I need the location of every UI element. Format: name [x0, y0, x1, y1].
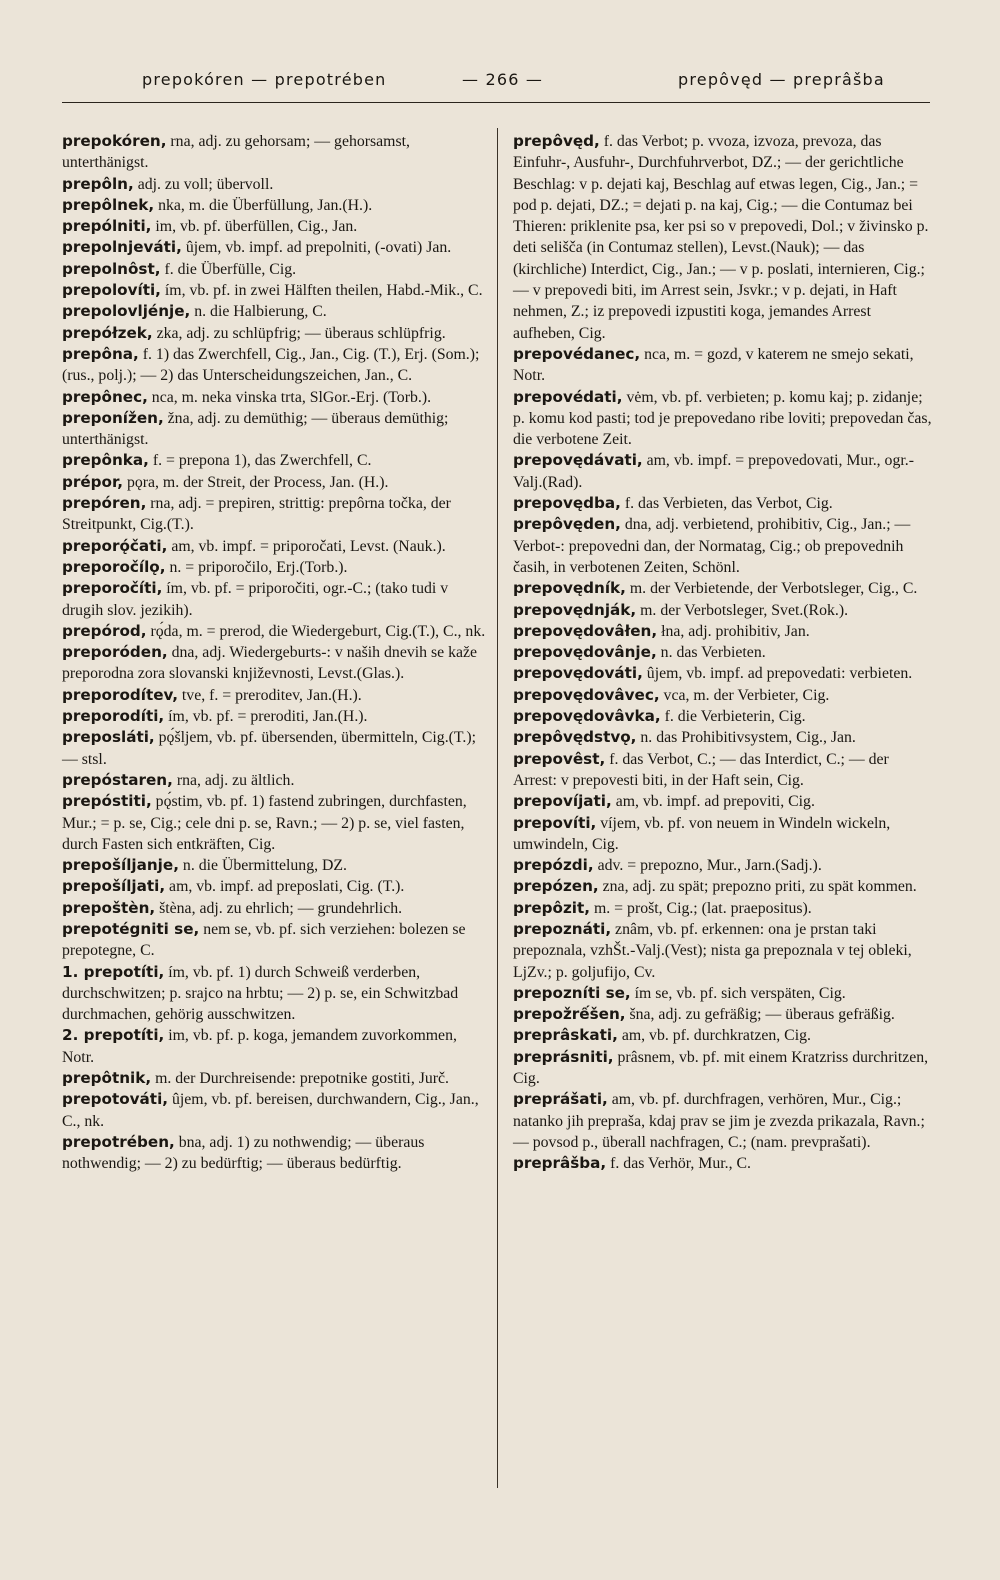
dictionary-entry: [62, 174, 486, 195]
entry-definition: ûjem, vb. impf. ad prepovedati: verbieten.: [642, 665, 913, 683]
entry-definition: f. das Verbieten, das Verbot, Cig.: [620, 495, 833, 513]
entry-definition: ím, vb. pf. = preroditi, Jan.(H.).: [164, 708, 368, 726]
entry-headword: prepoštèn,: [62, 898, 156, 917]
entry-definition: ím se, vb. pf. sich verspäten, Cig.: [630, 984, 846, 1002]
entry-headword: prepôvędstvǫ,: [513, 728, 637, 747]
dictionary-entry: [62, 621, 486, 642]
entry-definition: f. = prepona 1), das Zwerchfell, C.: [148, 452, 372, 470]
dictionary-entry: [513, 898, 933, 919]
entry-headword: prepóstaren,: [62, 770, 173, 789]
entry-definition: n. die Übermittelung, DZ.: [178, 857, 347, 875]
dictionary-entry: [513, 1025, 933, 1046]
entry-headword: prepolovíti,: [62, 281, 161, 300]
dictionary-entry: [62, 408, 486, 451]
entry-definition: am, vb. impf. = prepovedovati, Mur., ogr.-Valj.(Rad).: [513, 452, 914, 491]
entry-headword: prepôlnek,: [62, 195, 155, 214]
entry-headword: prepovędováti,: [513, 664, 643, 683]
entry-headword: prepôna,: [62, 344, 139, 363]
dictionary-entry: [513, 749, 933, 792]
header-rule: [62, 102, 930, 103]
dictionary-entry: [513, 578, 933, 599]
dictionary-entry: [62, 450, 486, 471]
entry-headword: prepózdi,: [513, 856, 594, 875]
entry-headword: prepovędnják,: [513, 600, 637, 619]
dictionary-entry: [62, 727, 486, 770]
entry-definition: zka, adj. zu schlüpfrig; — überaus schlüpfrig.: [152, 324, 446, 342]
entry-headword: 1. prepotíti,: [62, 962, 165, 981]
dictionary-entry: [513, 663, 933, 684]
entry-definition: am, vb. pf. durchkratzen, Cig.: [617, 1027, 811, 1045]
dictionary-entry: [62, 301, 486, 322]
column-divider: [497, 128, 498, 1488]
entry-headword: prepôvęden,: [513, 515, 621, 534]
entry-definition: adj. zu voll; übervoll.: [133, 175, 274, 193]
entry-definition: adv. = prepozno, Mur., Jarn.(Sadj.).: [593, 857, 822, 875]
dictionary-entry: [62, 237, 486, 258]
entry-headword: prepônka,: [62, 451, 149, 470]
dictionary-entry: [62, 876, 486, 897]
entry-headword: preporočíti,: [62, 579, 163, 598]
entry-headword: prepovędovânje,: [513, 643, 657, 662]
entry-headword: prepôtnik,: [62, 1069, 152, 1088]
dictionary-entry: [513, 791, 933, 812]
entry-definition: m. der Durchreisende: prepotnike gostiti, Jurč.: [151, 1070, 449, 1088]
entry-definition: pǫ́šljem, vb. pf. übersenden, übermitteln, Cig.(T.); — stsl.: [62, 729, 476, 768]
entry-definition: pǫ́stim, vb. pf. 1) fastend zubringen, durchfasten, Mur.; = p. se, Cig.; cele dni p. se, Ravn.; — 2) p. se, viel fasten, durch Fasten sich entkräften, Cig.: [62, 793, 467, 853]
entry-definition: m. der Verbotsleger, Svet.(Rok.).: [636, 601, 849, 619]
entry-definition: bna, adj. 1) zu nothwendig; — überaus nothwendig; — 2) zu bedürftig; — überaus bedürftig.: [62, 1133, 425, 1173]
entry-headword: prepôln,: [62, 174, 134, 193]
dictionary-entry: [513, 514, 933, 578]
entry-definition: víjem, vb. pf. von neuem in Windeln wickeln, umwindeln, Cig.: [513, 814, 891, 853]
entry-definition: ím, vb. pf. in zwei Hälften theilen, Habd.-Mik., C.: [160, 282, 483, 300]
entry-definition: m. der Verbietende, der Verbotsleger, Cig., C.: [625, 580, 918, 598]
entry-definition: pǫra, m. der Streit, der Process, Jan. (H.).: [123, 473, 389, 491]
entry-headword: preponížen,: [62, 408, 164, 427]
entry-headword: preposláti,: [62, 728, 155, 747]
dictionary-entry: [62, 685, 486, 706]
entry-headword: prepôvęd,: [513, 132, 600, 150]
dictionary-entry: [62, 642, 486, 685]
entry-headword: prépor,: [62, 472, 123, 491]
left-column: [62, 131, 486, 1175]
entry-definition: am, vb. pf. durchfragen, verhören, Mur., Cig.; natanko jih prepraša, kdaj prav se jim je zvezda prikazala, Ravn.; — povsod p., überall nachfragen, C.; (nam. prevprašati).: [513, 1091, 925, 1151]
entry-headword: prepolovljénje,: [62, 302, 191, 321]
entry-definition: ûjem, vb. impf. ad prepolniti, (-ovati) Jan.: [181, 239, 452, 257]
dictionary-entry: [62, 578, 486, 621]
entry-headword: prepovédati,: [513, 387, 623, 406]
entry-definition: f. das Verhör, Mur., C.: [606, 1155, 751, 1173]
entry-definition: im, vb. pf. p. koga, jemandem zuvorkommen, Notr.: [62, 1027, 457, 1066]
dictionary-entry: [62, 919, 486, 962]
entry-definition: n. das Verbieten.: [656, 644, 766, 662]
dictionary-entry: [513, 344, 933, 387]
entry-definition: rǫ́da, m. = prerod, die Wiedergeburt, Cig.(T.), C., nk.: [146, 622, 486, 640]
entry-definition: am, vb. impf. ad preposlati, Cig. (T.).: [165, 878, 405, 896]
entry-headword: prepovędovâvka,: [513, 707, 661, 726]
entry-headword: preprásniti,: [513, 1047, 614, 1066]
entry-definition: vėm, vb. pf. verbieten; p. komu kaj; p. zidanje; p. komu kod pasti; tod je prepovedano ribe loviti; prepovedan čas, die verbotene Zeit.: [513, 388, 932, 449]
entry-headword: preprášati,: [513, 1090, 608, 1109]
entry-definition: n. = priporočilo, Erj.(Torb.).: [165, 558, 348, 576]
entry-headword: preporóden,: [62, 643, 168, 662]
dictionary-entry: [513, 706, 933, 727]
entry-definition: prâsnem, vb. pf. mit einem Kratzriss durchritzen, Cig.: [513, 1048, 929, 1088]
entry-definition: rna, adj. = prepiren, strittig: prepôrna točka, der Streitpunkt, Cig.(T.).: [62, 495, 451, 534]
dictionary-entry: [513, 387, 933, 451]
entry-headword: prepóstiti,: [62, 792, 152, 811]
entry-headword: prepovédanec,: [513, 344, 641, 363]
entry-definition: ûjem, vb. pf. bereisen, durchwandern, Cig., Jan., C., nk.: [62, 1091, 479, 1130]
entry-definition: łna, adj. prohibitiv, Jan.: [657, 622, 810, 640]
entry-headword: prepozníti se,: [513, 983, 631, 1002]
dictionary-entry: [62, 1068, 486, 1089]
entry-headword: prepoznáti,: [513, 919, 612, 938]
dictionary-entry: [513, 919, 933, 983]
entry-headword: prepošíljanje,: [62, 856, 179, 875]
running-head-right: prepôvęd — preprâšba: [678, 70, 885, 89]
entry-definition: n. das Prohibitivsystem, Cig., Jan.: [636, 729, 856, 747]
dictionary-entry: [62, 1025, 486, 1068]
dictionary-entry: [62, 323, 486, 344]
entry-definition: šna, adj. zu gefräßig; — überaus gefräßig.: [625, 1006, 895, 1024]
entry-headword: prepôzit,: [513, 898, 591, 917]
entry-headword: preprâšba,: [513, 1154, 607, 1173]
running-head-left: prepokóren — prepotrében: [142, 70, 387, 89]
entry-definition: am, vb. impf. ad prepoviti, Cig.: [611, 793, 815, 811]
right-column: [513, 131, 933, 1175]
dictionary-entry: [62, 855, 486, 876]
entry-headword: prepórod,: [62, 621, 147, 640]
dictionary-entry: [513, 493, 933, 514]
entry-definition: n. die Halbierung, C.: [190, 303, 327, 321]
entry-definition: zna, adj. zu spät; prepozno priti, zu spät kommen.: [598, 878, 917, 896]
dictionary-entry: [62, 1089, 486, 1132]
entry-headword: prepovędovâvec,: [513, 685, 660, 704]
entry-headword: prepotrében,: [62, 1132, 175, 1151]
entry-headword: prepózen,: [513, 877, 599, 896]
dictionary-entry: [513, 813, 933, 856]
dictionary-entry: [513, 131, 933, 344]
dictionary-entry: [62, 195, 486, 216]
dictionary-entry: [513, 685, 933, 706]
dictionary-entry: [62, 131, 486, 174]
entry-definition: rna, adj. zu gehorsam; — gehorsamst, unterthänigst.: [62, 133, 410, 172]
dictionary-entry: [62, 536, 486, 557]
dictionary-entry: [62, 962, 486, 1026]
entry-headword: prepovędba,: [513, 494, 621, 513]
dictionary-entry: [513, 983, 933, 1004]
dictionary-entry: [513, 1153, 933, 1174]
dictionary-entry: [62, 706, 486, 727]
entry-definition: nka, m. die Überfüllung, Jan.(H.).: [154, 196, 373, 214]
entry-headword: preporodítev,: [62, 685, 178, 704]
dictionary-entry: [513, 450, 933, 493]
entry-definition: tve, f. = preroditev, Jan.(H.).: [177, 686, 362, 704]
dictionary-entry: [513, 727, 933, 748]
entry-definition: f. das Verbot, C.; — das Interdict, C.; — der Arrest: v prepovesti biti, in der Haft sein, Cig.: [513, 750, 889, 789]
dictionary-entry: [513, 876, 933, 897]
dictionary-entry: [62, 557, 486, 578]
running-head: [62, 66, 930, 96]
dictionary-entry: [62, 259, 486, 280]
entry-definition: m. = prošt, Cig.; (lat. praepositus).: [590, 899, 812, 917]
entry-headword: prepóren,: [62, 494, 147, 513]
entry-headword: prepolnjeváti,: [62, 238, 182, 257]
entry-headword: prepolnôst,: [62, 259, 161, 278]
dictionary-entry: [62, 216, 486, 237]
dictionary-entry: [62, 770, 486, 791]
dictionary-entry: [62, 791, 486, 855]
entry-headword: prepožrếšen,: [513, 1005, 626, 1024]
dictionary-entry: [62, 344, 486, 387]
entry-definition: žna, adj. zu demüthig; — überaus demüthig; unterthänigst.: [62, 409, 449, 449]
dictionary-entry: [513, 1004, 933, 1025]
entry-definition: dna, adj. verbietend, prohibitiv, Cig., Jan.; — Verbot-: prepovedni dan, der Normatag, Cig.; ob prepovednih časih, in verbotenen Zeiten, Schönl.: [513, 516, 911, 576]
entry-definition: nca, m. neka vinska trta, SlGor.-Erj. (Torb.).: [147, 388, 432, 406]
entry-headword: preporǫ́čati,: [62, 536, 168, 555]
entry-headword: prepokóren,: [62, 132, 167, 150]
entry-definition: štèna, adj. zu ehrlich; — grundehrlich.: [155, 899, 403, 917]
dictionary-entry: [62, 472, 486, 493]
entry-headword: prepovíti,: [513, 813, 597, 832]
dictionary-entry: [513, 1047, 933, 1090]
dictionary-entry: [62, 280, 486, 301]
dictionary-entry: [62, 493, 486, 536]
entry-definition: dna, adj. Wiedergeburts-: v naših dnevih se kaže preporodna zora slovanski književnosti, Levst.(Glas.).: [62, 644, 478, 683]
entry-definition: ím, vb. pf. 1) durch Schweiß verderben, durchschwitzen; p. srajco na hrbtu; — 2) p. se, ein Schwitzbad durchmachen, gehörig ausschwitzen.: [62, 963, 459, 1024]
entry-definition: f. die Überfülle, Cig.: [160, 260, 297, 278]
dictionary-entry: [513, 1089, 933, 1153]
dictionary-entry: [513, 621, 933, 642]
entry-definition: znâm, vb. pf. erkennen: ona je prstan taki prepoznala, vzhŠt.-Valj.(Vest); nista ga prepoznala v tej obleki, LjZv.; p. goljufijo, Cv.: [513, 920, 912, 981]
entry-definition: am, vb. impf. = priporočati, Levst. (Nauk.).: [167, 537, 446, 555]
dictionary-entry: [62, 898, 486, 919]
dictionary-entry: [62, 387, 486, 408]
dictionary-entry: [62, 1132, 486, 1175]
entry-headword: preporodíti,: [62, 707, 165, 726]
entry-headword: prepotováti,: [62, 1090, 169, 1109]
entry-headword: prepovíjati,: [513, 792, 612, 811]
entry-headword: prepošíljati,: [62, 877, 166, 896]
entry-definition: ím, vb. pf. = priporočiti, ogr.-C.; (tako tudi v drugih slov. jezikih).: [62, 580, 449, 619]
entry-headword: 2. prepotíti,: [62, 1026, 165, 1045]
entry-headword: prepônec,: [62, 387, 148, 406]
dictionary-entry: [513, 855, 933, 876]
entry-definition: f. das Verbot; p. vvoza, izvoza, prevoza, das Einfuhr-, Ausfuhr-, Durchfuhrverbot, DZ.; — der gerichtliche Beschlag: v p. dejati kaj, Beschlag auf etwas legen, Cig., Jan.; = pod p. dejati, DZ.; = dejati p. na kaj, Cig.; — die Contumaz bei Thieren: priklenite psa, ker psi so v prepovedi, Dol.; v živinsko p. deti selišča (in Contumaz stellen), Levst.(Nauk); — das (kirchliche) Interdict, Cig., Jan.; — v p. poslati, internieren, Cig.; — v prepovedi biti, im Arrest sein, Jsvkr.; v p. dejati, in Haft nehmen, Z.; iz prepovedi izpustiti koga, jemandes Arrest aufheben, Cig.: [513, 133, 929, 342]
entry-headword: prepólniti,: [62, 217, 152, 236]
entry-headword: prepovêst,: [513, 749, 606, 768]
entry-headword: prepovędovâłen,: [513, 621, 658, 640]
entry-headword: prepotégniti se,: [62, 919, 200, 938]
dictionary-entry: [513, 600, 933, 621]
dictionary-entry: [513, 642, 933, 663]
entry-definition: nem se, vb. pf. sich verziehen: bolezen se prepotegne, C.: [62, 920, 466, 960]
entry-headword: prepovędávati,: [513, 451, 643, 470]
entry-headword: prepółzek,: [62, 323, 153, 342]
entry-headword: prepovędník,: [513, 579, 626, 598]
entry-definition: im, vb. pf. überfüllen, Cig., Jan.: [151, 218, 358, 236]
entry-definition: f. 1) das Zwerchfell, Cig., Jan., Cig. (T.), Erj. (Som.); (rus., polj.); — 2) das Unterscheidungszeichen, Jan., C.: [62, 345, 480, 385]
entry-headword: preporočílǫ,: [62, 557, 166, 576]
page-number: — 266 —: [462, 70, 544, 89]
entry-definition: rna, adj. zu ältlich.: [172, 771, 295, 789]
entry-definition: vca, m. der Verbieter, Cig.: [659, 686, 830, 704]
entry-definition: nca, m. = gozd, v katerem ne smejo sekati, Notr.: [513, 345, 914, 385]
entry-definition: f. die Verbieterin, Cig.: [660, 708, 806, 726]
entry-headword: preprâskati,: [513, 1026, 618, 1045]
